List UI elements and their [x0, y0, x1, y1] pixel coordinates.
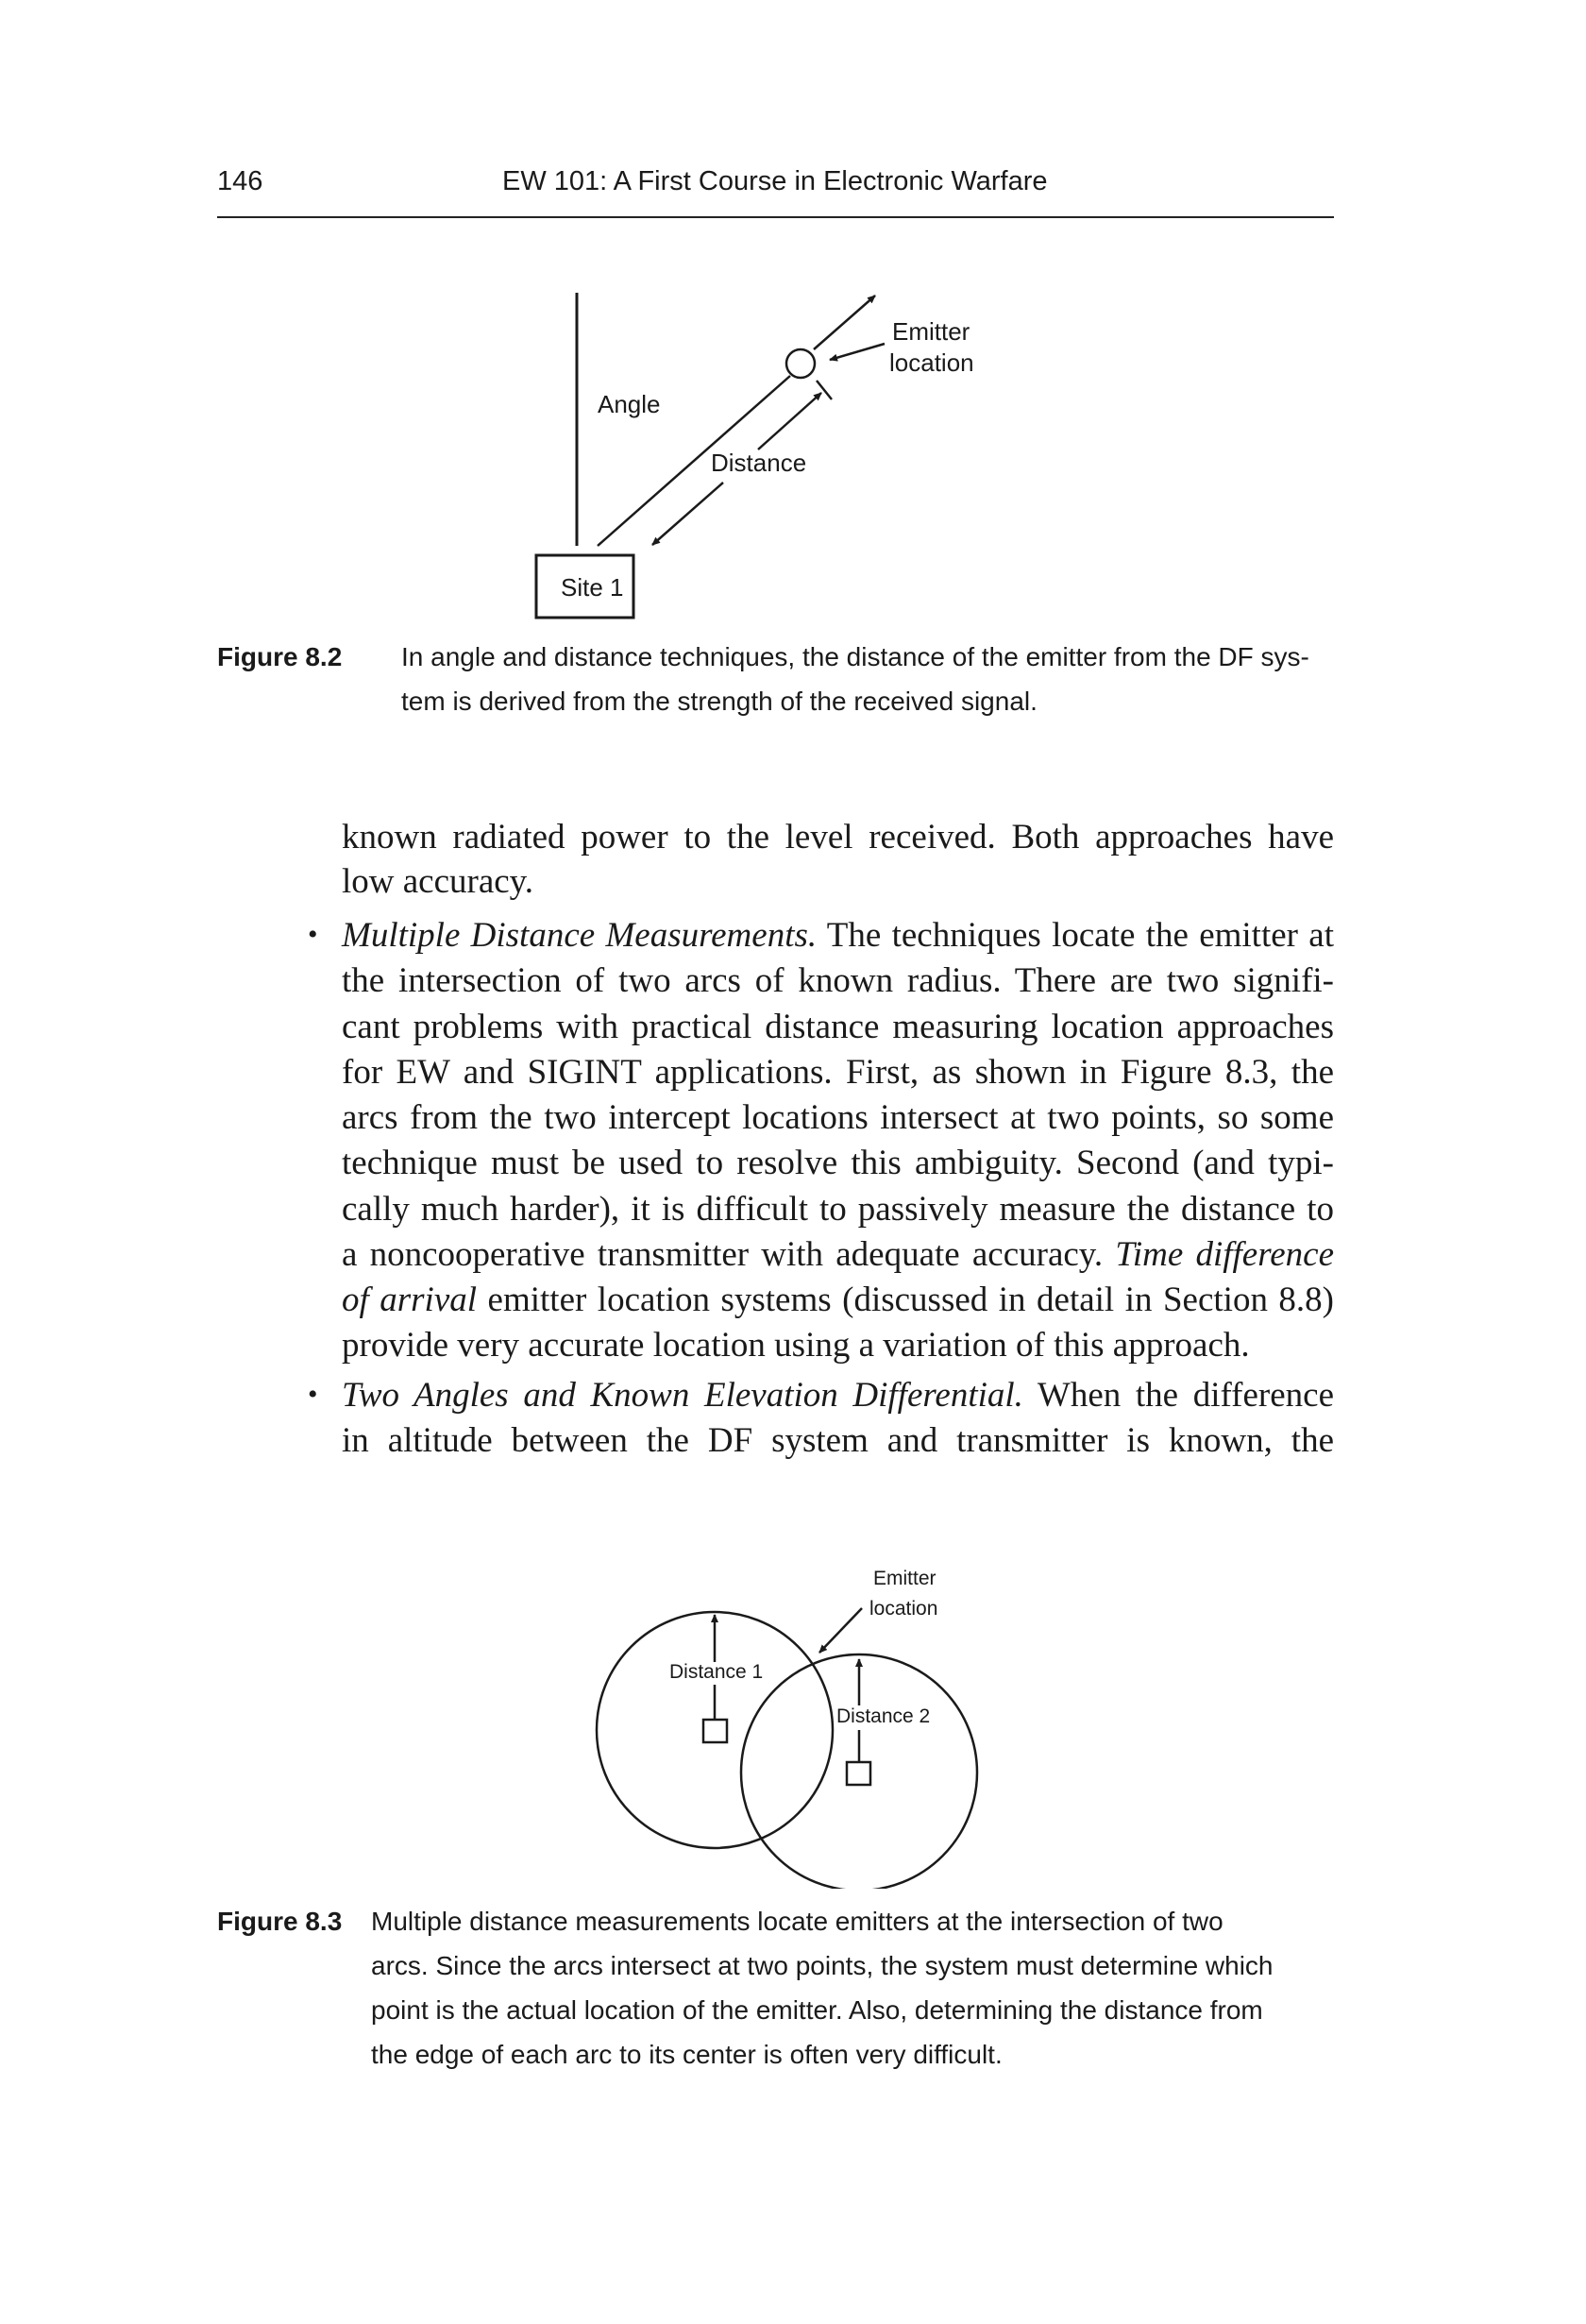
running-title: EW 101: A First Course in Electronic Warfare [502, 166, 1048, 196]
bullet-icon: • [308, 1379, 318, 1410]
text-segment: known radiated power to the level received. Both approaches have [342, 818, 1334, 857]
distance-1-label: Distance 1 [669, 1661, 764, 1683]
distance-2-label: Distance 2 [836, 1705, 931, 1727]
italic-term: of arrival [342, 1281, 478, 1319]
caption-line: arcs. Since the arcs intersect at two points, the system must determine which [371, 1951, 1274, 1980]
body-line [342, 1418, 1334, 1464]
emitter-label-1: Emitter [892, 317, 970, 346]
distance-arrow-lower [652, 483, 723, 545]
italic-term: Multiple Distance Measurements. [342, 916, 818, 955]
body-line [342, 1278, 1334, 1323]
body-line [342, 1005, 1334, 1050]
caption-line: the edge of each arc to its center is often very difficult. [371, 2040, 1003, 2069]
caption-line: point is the actual location of the emitter. Also, determining the distance from [371, 1995, 1263, 2025]
text-segment: for EW and SIGINT applications. First, as shown in Figure 8.3, the [342, 1053, 1334, 1092]
emitter-label-2: location [889, 348, 974, 377]
caption-line: tem is derived from the strength of the received signal. [401, 687, 1038, 716]
emitter-label-1: Emitter [873, 1568, 936, 1589]
caption-line: Multiple distance measurements locate emitters at the intersection of two [371, 1907, 1223, 1936]
emitter-pointer-arrow [830, 344, 885, 360]
bearing-arrow [814, 296, 875, 349]
angle-label: Angle [598, 390, 661, 418]
text-segment: low accuracy. [342, 862, 534, 901]
italic-term: Time difference [1115, 1235, 1334, 1274]
body-line [342, 1187, 1334, 1232]
page-number: 146 [217, 166, 263, 196]
body-line [342, 859, 1334, 905]
figure-8-3-caption-label: Figure 8.3 [217, 1907, 343, 1936]
site-2-square [847, 1762, 870, 1785]
body-line [342, 1373, 1334, 1418]
figure-8-3-diagram [0, 1511, 1586, 1889]
text-segment: provide very accurate location using a variation of this approach. [342, 1326, 1250, 1365]
text-segment: arcs from the two intercept locations intersect at two points, so some [342, 1098, 1334, 1137]
body-line [342, 1232, 1334, 1278]
text-segment: the intersection of two arcs of known radius. There are two signifi- [342, 961, 1334, 1000]
body-line [342, 1141, 1334, 1186]
caption-line: In angle and distance techniques, the distance of the emitter from the DF sys- [401, 642, 1309, 671]
figure-8-2-diagram [0, 0, 1586, 661]
site-1-square [703, 1720, 727, 1742]
body-line [342, 1050, 1334, 1095]
text-segment: cant problems with practical distance measuring location approaches [342, 1008, 1334, 1046]
text-segment: cally much harder), it is difficult to passively measure the distance to [342, 1190, 1334, 1229]
text-segment: The techniques locate the emitter at [817, 916, 1334, 955]
bullet-icon: • [308, 919, 318, 950]
italic-term: Two Angles and Known Elevation Differential. [342, 1376, 1023, 1415]
site-label: Site 1 [561, 573, 624, 602]
body-line [342, 815, 1334, 860]
body-line [342, 958, 1334, 1004]
body-line [342, 1095, 1334, 1141]
text-segment: technique must be used to resolve this ambiguity. Second (and typi- [342, 1144, 1334, 1182]
figure-8-3-caption [371, 1899, 1274, 2077]
body-line [342, 1323, 1334, 1368]
text-segment: When the difference [1022, 1376, 1334, 1415]
figure-8-2-caption-label: Figure 8.2 [217, 642, 343, 671]
figure-8-2-caption [401, 635, 1309, 723]
text-segment: in altitude between the DF system and transmitter is known, the [342, 1421, 1334, 1460]
distance-arrow-upper [758, 393, 821, 450]
body-line [342, 913, 1334, 958]
emitter-label-2: location [869, 1598, 938, 1620]
emitter-pointer-arrow [819, 1608, 862, 1653]
distance-label: Distance [711, 449, 807, 477]
emitter-circle [786, 349, 815, 378]
text-segment: a noncooperative transmitter with adequate accuracy. [342, 1235, 1116, 1274]
text-segment: emitter location systems (discussed in detail in Section 8.8) [477, 1281, 1334, 1319]
